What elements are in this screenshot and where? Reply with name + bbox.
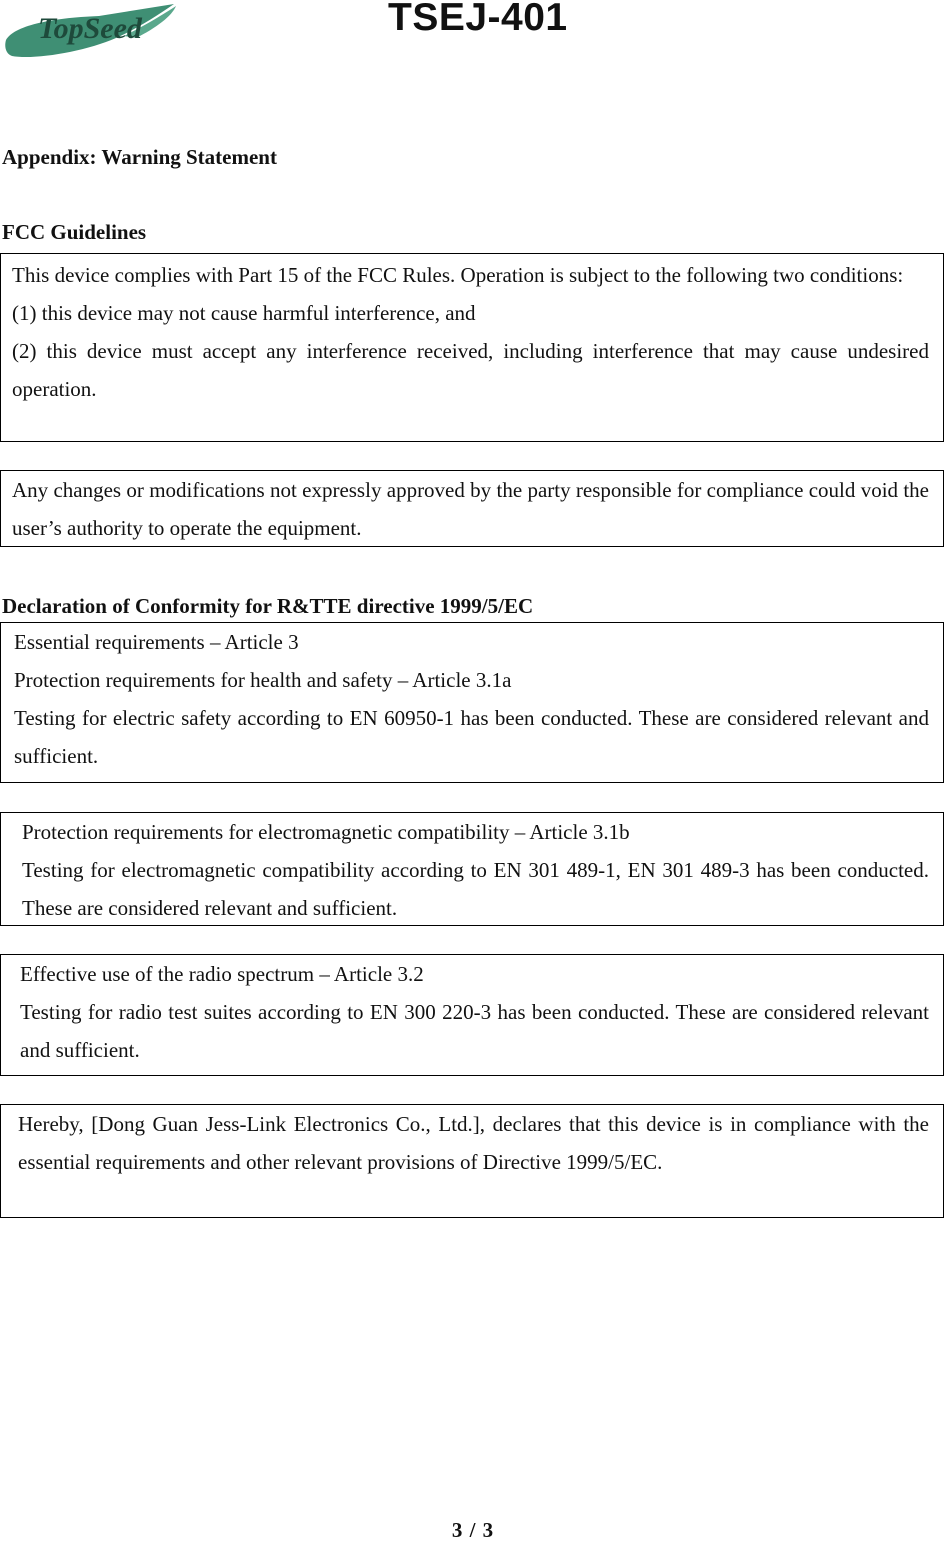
conformity-heading: Declaration of Conformity for R&TTE directive 1999/5/EC (2, 594, 534, 618)
logo-text: TopSeed (38, 12, 142, 45)
fcc-statement-box (0, 253, 944, 442)
declaration-box (0, 1104, 944, 1218)
article-3-box (0, 622, 944, 783)
fcc-condition-2: (2) this device must accept any interference received, including interference that may cause undesired operation. (12, 339, 929, 401)
fcc-compliance-text: This device complies with Part 15 of the FCC Rules. Operation is subject to the following two conditions: (12, 263, 904, 287)
electric-safety-text: Testing for electric safety according to EN 60950-1 has been conducted. These are considered relevant and sufficient. (14, 706, 929, 768)
fcc-condition-1: (1) this device may not cause harmful interference, and (12, 301, 476, 325)
radio-spectrum-text: Effective use of the radio spectrum – Article 3.2 (20, 962, 424, 986)
declaration-text: Hereby, [Dong Guan Jess-Link Electronics Co., Ltd.], declares that this device is in compliance with the essential requirements and other relevant provisions of Directive 1999/5/EC. (18, 1112, 929, 1174)
page-number: 3 / 3 (451, 1518, 495, 1542)
fcc-modification-box (0, 470, 944, 547)
article-3-1b-box (0, 812, 944, 926)
topseed-logo-graphic (4, 0, 209, 66)
essential-requirements-text: Essential requirements – Article 3 (14, 630, 299, 654)
fcc-heading: FCC Guidelines (2, 220, 147, 244)
appendix-title: Appendix: Warning Statement (2, 145, 277, 169)
emc-requirements-text: Protection requirements for electromagnetic compatibility – Article 3.1b (22, 820, 630, 844)
emc-testing-text: Testing for electromagnetic compatibility according to EN 301 489-1, EN 301 489-3 has been conducted. These are considered relevant and sufficient. (22, 858, 929, 920)
article-3-2-box (0, 954, 944, 1076)
health-safety-text: Protection requirements for health and safety – Article 3.1a (14, 668, 512, 692)
document-title: TSEJ-401 (388, 0, 568, 39)
topseed-logo (4, 0, 209, 66)
fcc-modification-text: Any changes or modifications not expressly approved by the party responsible for compliance could void the user’s authority to operate the equipment. (12, 478, 929, 540)
radio-testing-text: Testing for radio test suites according to EN 300 220-3 has been conducted. These are considered relevant and sufficient. (20, 1000, 929, 1062)
